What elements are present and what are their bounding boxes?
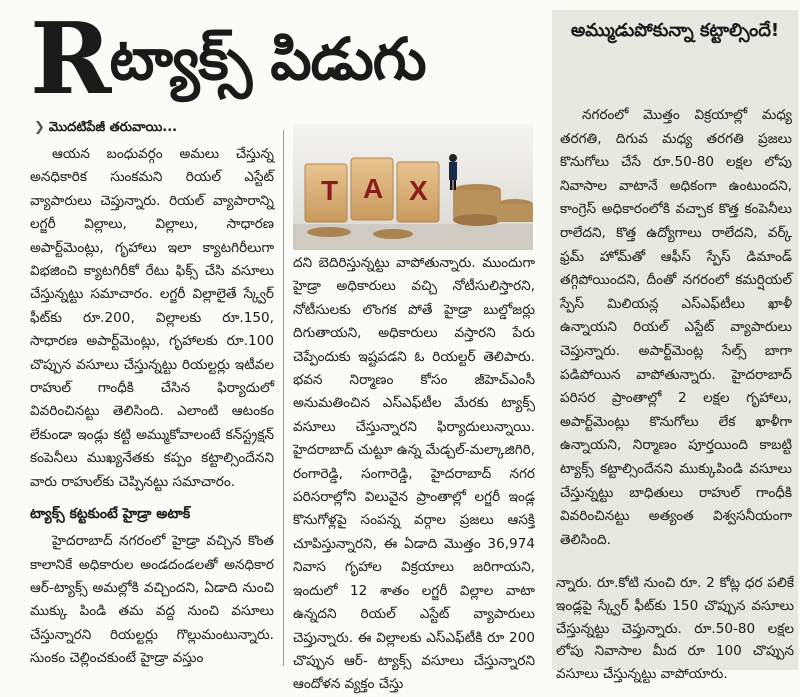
col2-paragraph-1: దని బెదిరిస్తున్నట్టు వాపోతున్నారు. ముందుగా హైడ్రా అధికారులు వచ్చి నోటీసులిస్తారని, నోటీసులకు లొంగక పోతే హైడ్రా బుల్డోజర్లు దిగుతాయని, అధికారులు వస్తారని పేరు చెప్పేందుకు ఇష్టపడని ఓ రియల్టర్ తెలిపారు. భవన నిర్మాణం కోసం జీహెచ్‌ఎంసీ అనుమతించిన ఎస్‌ఎఫ్‌టీల మేరకు ట్యాక్స్ వసూలు చేస్తున్నారని ఫిర్యాదులున్నాయి. హైదరాబాద్ చుట్టూ ఉన్న మేడ్చల్-మల్కాజిగిరి, రంగారెడ్డి, సంగారెడ్డి, హైదరాబాద్ నగర పరిసరాల్లోని విలువైన ప్రాంతాల్లో లగ్జరీ ఇండ్ల కొనుగోళ్లపై సంపన్న వర్గాల ప్రజలు ఆసక్తి చూపిస్తున్నారని, ఈ ఏడాది మొత్తం 36,974 నివాస గృహాల విక్రయాలు జరిగాయని, ఇందులో 12 శాతం లగ్జరీ విల్లాల వాటా ఉన్నదని రియల్ ఎస్టేట్ వ్యాపారులు చెప్తున్నారు. ఈ విల్లాలకు ఎస్‌ఎఫ్‌టీకి రూ 200 చొప్పున ఆర్- ట్యాక్స్ వసూలు చేస్తున్నారని ఆందోళన వ్యక్తం చేస్తు (293, 255, 535, 693)
col1-subheading: ట్యాక్స్ కట్టకుంటే హైడ్రా అటాక్ (30, 506, 191, 523)
tax-photo-illustration (293, 124, 533, 250)
tax-letter-a: A (363, 173, 384, 204)
sidebar-body (560, 104, 792, 552)
continued-tail-text (556, 572, 794, 686)
headline-initial: R (30, 2, 110, 117)
businessman-figure (449, 154, 457, 162)
tax-letter-x: X (409, 175, 428, 206)
tail-paragraph: న్నారు. రూ.కోటి నుంచి రూ. 2 కోట్ల ధర పలికే ఇండ్లపై స్క్వేర్ ఫీట్‌కు 150 చొప్పున వసూలు చేస్తున్నట్టు చెప్తున్నారు. రూ.50-80 లక్షల లోపు నివాసాల మీద రూ 100 చొప్పున వసూలు చేస్తున్నట్టు వాపోయారు. (556, 575, 794, 683)
headline (30, 2, 550, 117)
col1-paragraph-1: ఆయన బంధువర్గం అమలు చేస్తున్న అనధికారిక సుంకమని రియల్ ఎస్టేట్ వ్యాపారులు చెప్తున్నారు. రియల్ వ్యాపారాన్ని లగ్జరీ విల్లాలు, విల్లాలు, సాధారణ అపార్ట్‌మెంట్లు, గృహాలు ఇలా క్యాటగిరీలుగా విభజించి క్యాటగిరీకో రేటు ఫిక్స్ చేసి వసూలు చేస్తున్నట్టు సమాచారం. లగ్జరీ విల్లాలైతే స్క్వేర్ ఫీట్‌కు రూ.200, విల్లాలకు రూ.150, సాధారణ అపార్ట్‌మెంట్లు, గృహాలకు రూ.100 చొప్పున వసూలు చేస్తున్నట్టు రియల్టర్లు ఇటీవల రాహుల్ గాంధీకి చేసిన ఫిర్యాదులో వివరించినట్టు తెలిసింది. ఎలాంటి ఆటంకం లేకుండా ఇండ్లు కట్టి అమ్ముకోవాలంటే కన్‌స్ట్రక్షన్ కంపెనీలు ముఖ్యనేతకు కప్పం కట్టాల్సిందేనని వారు రాహుల్‌కు చెప్పినట్టు సమాచారం. (30, 146, 274, 490)
kicker-text: మొదటిపేజీ తరువాయి... (48, 120, 178, 135)
col1-paragraph-2: హైదరాబాద్ నగరంలో హైడ్రా వచ్చిన కొంత కాలానికే అధికారుల అండదండలతో అనధికార ఆర్-ట్యాక్స్ అమల్లోకి వచ్చిందని, ఏడాది నుంచి ముక్కు పిండి తమ వద్ద నుంచి వసూలు చేస్తున్నారని రియల్టర్లు గొల్లుమంటున్నారు. సుంకం చెల్లించకుంటే హైడ్రా వస్తుం (30, 533, 274, 667)
tax-coins-photo (293, 124, 533, 250)
headline-text: ట్యాక్స్ పిడుగు (109, 25, 426, 93)
article-column-1 (30, 143, 274, 668)
chevron-right-icon: ❯ (34, 120, 45, 135)
sidebar-paragraph: నగరంలో మొత్తం విక్రయాల్లో మధ్య తరగతి, దిగువ మధ్య తరగతి ప్రజలు కొనుగోలు చేసే రూ.50-80 లక్షల లోపు నివాసాల వాటానే అధికంగా ఉంటుందని, కాంగ్రెస్ అధికారంలోకి వచ్చాక కొత్త కంపెనీలు రాలేదని, కొత్త ఉద్యోగాలు రాలేదని, వర్క్ ఫ్రమ్ హోమ్‌తో ఆఫీస్ స్పేస్ డిమాండ్ తగ్గిపోయిందని, దీంతో నగరంలో కమర్షియల్ స్పేస్ మిలియన్ల ఎస్‌ఎఫ్‌టీలు ఖాళీ ఉన్నాయని రియల్ ఎస్టేట్ వ్యాపారులు చెప్తున్నారు. అపార్ట్‌మెంట్ల సేల్స్ బాగా పడిపోయిన వాపోతున్నారు. హైదరాబాద్ పరిసర ప్రాంతాల్లో 2 లక్షల గృహాలు, అపార్ట్‌మెంట్లు కొనుగోలు లేక ఖాళీగా ఉన్నాయని, నిర్మాణం పూర్తయింది కాబట్టి ట్యాక్స్ కట్టాల్సిందేనని ముక్కుపిండి వసూలు చేస్తున్నట్టు బాధితులు రాహుల్ గాంధీకి వివరించినట్టు అత్యంత విశ్వసనీయంగా తెలిసింది. (560, 107, 792, 548)
article-column-2 (293, 252, 535, 693)
sidebar-box (552, 10, 798, 670)
continued-kicker (34, 120, 177, 138)
column-divider (283, 130, 284, 666)
tax-letter-t: T (321, 175, 339, 206)
sidebar-title: అమ్ముడుపోకున్నా కట్టాల్సిందే! (570, 20, 780, 41)
